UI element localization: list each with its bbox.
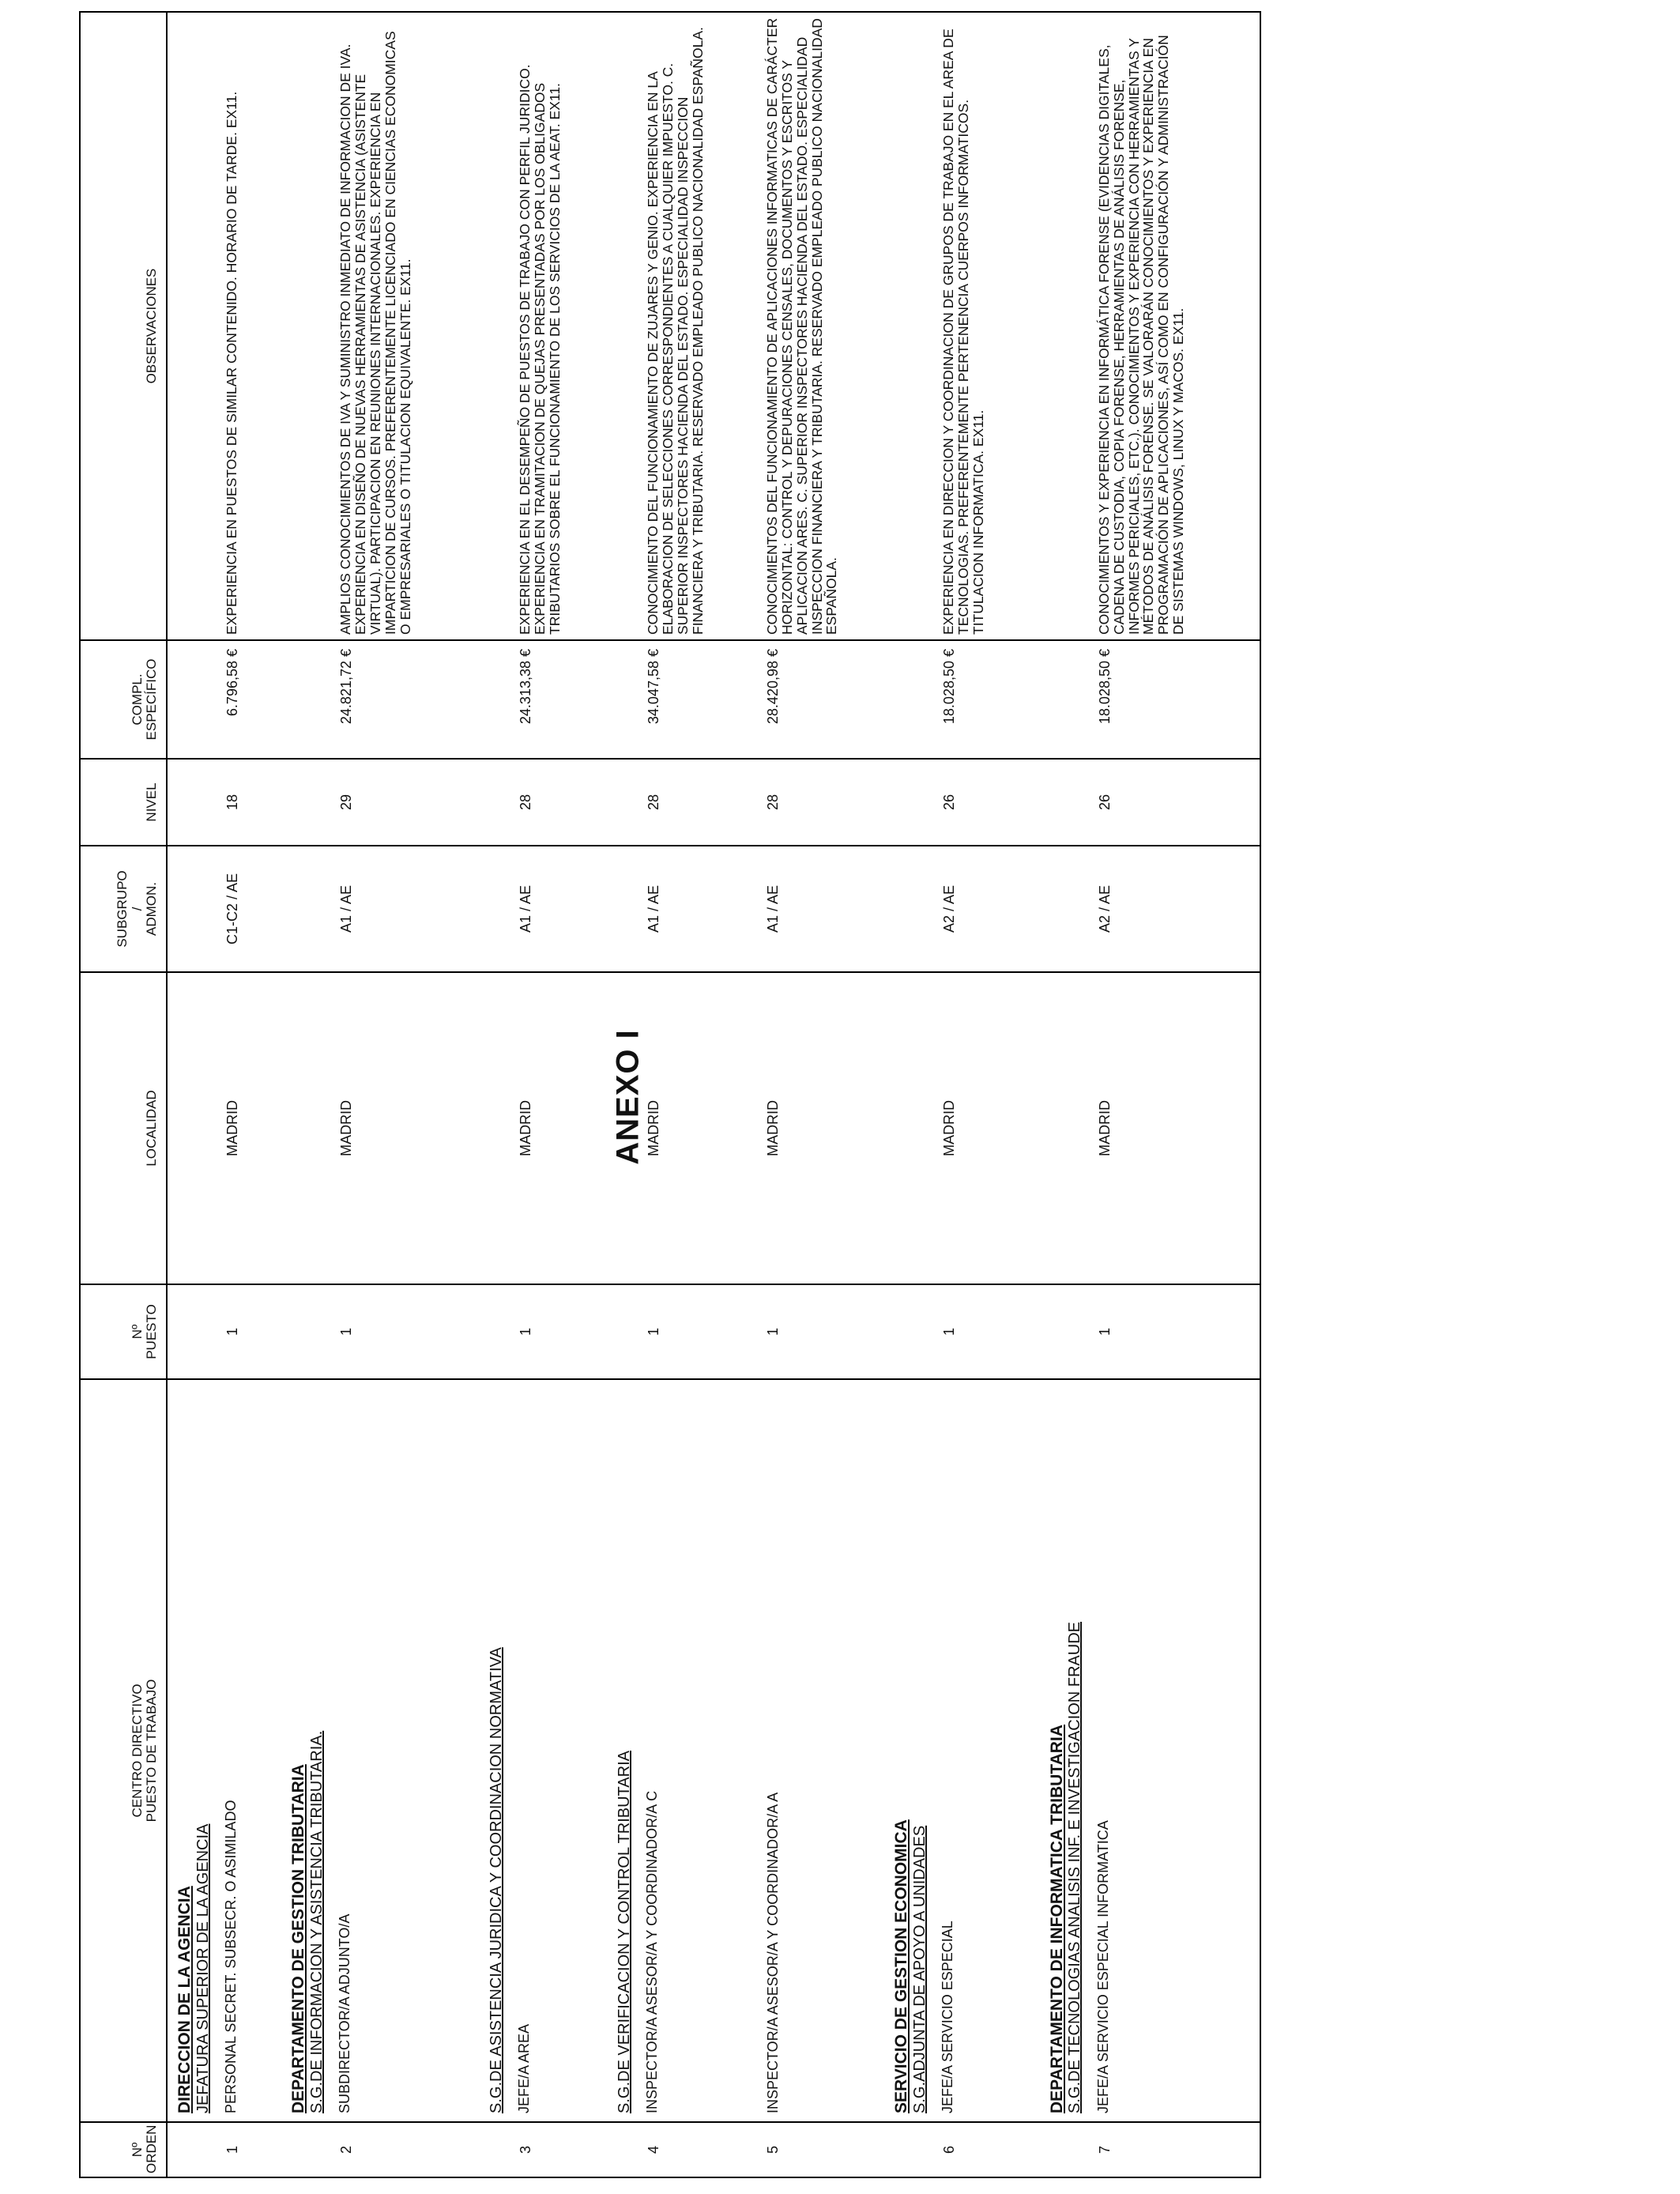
table-row — [281, 12, 480, 2177]
localidad-cell: MADRID — [1040, 972, 1260, 1284]
localidad-cell: MADRID — [281, 972, 480, 1284]
localidad-cell: MADRID — [167, 972, 281, 1284]
header-subgrupo: SUBGRUPO / ADMON. — [80, 846, 167, 972]
subgrupo-cell: A1 / AE — [757, 846, 885, 972]
subsection-heading: S.G.DE VERIFICACION Y CONTROL TRIBUTARIA — [615, 1751, 633, 2113]
section-heading: DIRECCION DE LA AGENCIA — [175, 1886, 194, 2113]
puesto-trabajo: JEFE/A SERVICIO ESPECIAL — [940, 1921, 956, 2113]
compl-especifico-cell: 18.028,50 € — [1040, 640, 1260, 759]
observaciones-cell: EXPERIENCIA EN EL DESEMPEÑO DE PUESTOS DE TRABAJO CON PERFIL JURIDICO. EXPERIENCIA EN TRAMITACION DE QUEJAS PRESENTADAS POR LOS OBLIGADOS TRIBUTARIOS SOBRE EL FUNCIONAMIENTO DE LOS SERVICIOS DE LA AEAT. EX11. — [480, 12, 608, 640]
positions-table — [79, 11, 1261, 2178]
nivel-cell: 26 — [884, 759, 1039, 846]
observaciones-cell: CONOCIMIENTO DEL FUNCIONAMIENTO DE ZUJARES Y GENIO. EXPERIENCIA EN LA ELABORACION DE SELECCIONES CORRESPONDIENTES A CUALQUIER IMPUESTO. C. SUPERIOR INSPECTORES HACIENDA DEL ESTADO. ESPECIALIDAD INSPECCION FINANCIERA Y TRIBUTARIA. RESERVADO EMPLEADO PUBLICO NACIONALIDAD ESPAÑOLA. — [608, 12, 757, 640]
table-body — [167, 12, 1260, 2177]
section-heading: DEPARTAMENTO DE GESTION TRIBUTARIA — [289, 1764, 308, 2113]
num-puesto-cell: 1 — [167, 1284, 281, 1379]
puesto-trabajo: JEFE/A AREA — [516, 2023, 533, 2113]
section-heading: SERVICIO DE GESTION ECONOMICA — [892, 1819, 911, 2113]
localidad-cell: MADRID — [884, 972, 1039, 1284]
orden-cell: 5 — [757, 2122, 885, 2177]
subgrupo-cell: A2 / AE — [1040, 846, 1260, 972]
localidad-cell: MADRID — [757, 972, 885, 1284]
compl-especifico-cell: 28.420,98 € — [757, 640, 885, 759]
header-compl-especifico: COMPL. ESPECÍFICO — [80, 640, 167, 759]
centro-directivo-cell — [1040, 1379, 1260, 2122]
observaciones-cell: EXPERIENCIA EN PUESTOS DE SIMILAR CONTENIDO. HORARIO DE TARDE. EX11. — [167, 12, 281, 640]
subgrupo-cell: C1-C2 / AE — [167, 846, 281, 972]
puesto-trabajo: SUBDIRECTOR/A ADJUNTO/A — [337, 1913, 353, 2113]
table-row — [167, 12, 281, 2177]
table-row — [757, 12, 885, 2177]
num-puesto-cell: 1 — [1040, 1284, 1260, 1379]
nivel-cell: 26 — [1040, 759, 1260, 846]
centro-directivo-cell — [757, 1379, 885, 2122]
table-row — [608, 12, 757, 2177]
compl-especifico-cell: 34.047,58 € — [608, 640, 757, 759]
num-puesto-cell: 1 — [608, 1284, 757, 1379]
centro-directivo-cell — [167, 1379, 281, 2122]
nivel-cell: 28 — [480, 759, 608, 846]
header-num-puesto: Nº PUESTO — [80, 1284, 167, 1379]
rotated-table-container — [79, 13, 1261, 2178]
nivel-cell: 28 — [608, 759, 757, 846]
compl-especifico-cell: 18.028,50 € — [884, 640, 1039, 759]
observaciones-cell: EXPERIENCIA EN DIRECCION Y COORDINACION DE GRUPOS DE TRABAJO EN EL AREA DE TECNOLOGIAS. PREFERENTEMENTE PERTENENCIA CUERPOS INFORMATICOS. TITULACION INFORMATICA. EX11. — [884, 12, 1039, 640]
puesto-trabajo: JEFE/A SERVICIO ESPECIAL INFORMATICA — [1094, 1820, 1111, 2113]
table-row — [480, 12, 608, 2177]
puesto-trabajo: INSPECTOR/A ASESOR/A Y COORDINADOR/A C — [644, 1790, 661, 2113]
compl-especifico-cell: 6.796,58 € — [167, 640, 281, 759]
subgrupo-cell: A2 / AE — [884, 846, 1039, 972]
orden-cell: 3 — [480, 2122, 608, 2177]
nivel-cell: 29 — [281, 759, 480, 846]
num-puesto-cell: 1 — [884, 1284, 1039, 1379]
orden-cell: 7 — [1040, 2122, 1260, 2177]
subsection-heading: S.G.DE INFORMACION Y ASISTENCIA TRIBUTARIA. — [307, 1730, 326, 2113]
subgrupo-cell: A1 / AE — [608, 846, 757, 972]
table-row — [884, 12, 1039, 2177]
table-row — [1040, 12, 1260, 2177]
header-localidad: LOCALIDAD — [80, 972, 167, 1284]
orden-cell: 4 — [608, 2122, 757, 2177]
page-title: ANEXO I — [610, 1029, 646, 1165]
subgrupo-cell: A1 / AE — [281, 846, 480, 972]
orden-cell: 1 — [167, 2122, 281, 2177]
localidad-cell: MADRID — [608, 972, 757, 1284]
section-heading: DEPARTAMENTO DE INFORMATICA TRIBUTARIA — [1047, 1725, 1066, 2113]
subgrupo-cell: A1 / AE — [480, 846, 608, 972]
nivel-cell: 28 — [757, 759, 885, 846]
subsection-heading: S.G.DE ASISTENCIA JURIDICA Y COORDINACION NORMATIVA — [487, 1647, 505, 2113]
centro-directivo-cell — [608, 1379, 757, 2122]
observaciones-cell: CONOCIMIENTOS DEL FUNCIONAMIENTO DE APLICACIONES INFORMATICAS DE CARÁCTER HORIZONTAL: CONTROL Y DEPURACIONES CENSALES, DOCUMENTOS Y ESCRITOS Y APLICACION ARES. C. SUPERIOR INSPECTORES HACIENDA DEL ESTADO. ESPECIALIDAD INSPECCION FINANCIERA Y TRIBUTARIA. RESERVADO EMPLEADO PUBLICO NACIONALIDAD ESPAÑOLA. — [757, 12, 885, 640]
header-centro-directivo: CENTRO DIRECTIVO PUESTO DE TRABAJO — [80, 1379, 167, 2122]
compl-especifico-cell: 24.313,38 € — [480, 640, 608, 759]
observaciones-cell: AMPLIOS CONOCIMIENTOS DE IVA Y SUMINISTRO INMEDIATO DE INFORMACION DE IVA. EXPERIENCIA EN DISEÑO DE NUEVAS HERRAMIENTAS DE ASISTENCIA (ASISTENTE VIRTUAL). PARTICIPACION EN REUNIONES INTERNACIONALES. EXPERIENCIA EN IMPARTICION DE CURSOS. PREFERENTEMENTE LICENCIADO EN CIENCIAS ECONOMICAS O EMPRESARIALES O TITULACION EQUIVALENTE. EX11. — [281, 12, 480, 640]
puesto-trabajo: INSPECTOR/A ASESOR/A Y COORDINADOR/A A — [764, 1792, 781, 2113]
centro-directivo-cell — [281, 1379, 480, 2122]
num-puesto-cell: 1 — [281, 1284, 480, 1379]
subsection-heading: S.G.ADJUNTA DE APOYO A UNIDADES — [910, 1825, 929, 2113]
centro-directivo-cell — [480, 1379, 608, 2122]
centro-directivo-cell — [884, 1379, 1039, 2122]
compl-especifico-cell: 24.821,72 € — [281, 640, 480, 759]
num-puesto-cell: 1 — [757, 1284, 885, 1379]
header-nivel: NIVEL — [80, 759, 167, 846]
puesto-trabajo: PERSONAL SECRET. SUBSECR. O ASIMILADO — [222, 1800, 239, 2113]
nivel-cell: 18 — [167, 759, 281, 846]
header-orden: Nº ORDEN — [80, 2122, 167, 2177]
subsection-heading: S.G.DE TECNOLOGIAS ANALISIS INF. E INVESTIGACION FRAUDE — [1066, 1622, 1084, 2113]
orden-cell: 2 — [281, 2122, 480, 2177]
subsection-heading: JEFATURA SUPERIOR DE LA AGENCIA — [194, 1823, 212, 2113]
header-row — [80, 12, 167, 2177]
observaciones-cell: CONOCIMIENTOS Y EXPERIENCIA EN INFORMÁTICA FORENSE (EVIDENCIAS DIGITALES, CADENA DE CUSTODIA, COPIA FORENSE, HERRAMIENTAS DE ANÁLISIS FORENSE, INFORMES PERICIALES, ETC.). CONOCIMIENTOS Y EXPERIENCIA CON HERRAMIENTAS Y MÉTODOS DE ANÁLISIS FORENSE. SE VALORARÁN CONOCIMIENTOS Y EXPERIENCIA EN PROGRAMACIÓN DE APLICACIONES, ASÍ COMO EN CONFIGURACIÓN Y ADMINISTRACIÓN DE SISTEMAS WINDOWS, LINUX Y MACOS. EX11. — [1040, 12, 1260, 640]
num-puesto-cell: 1 — [480, 1284, 608, 1379]
header-observaciones: OBSERVACIONES — [80, 12, 167, 640]
orden-cell: 6 — [884, 2122, 1039, 2177]
localidad-cell: MADRID — [480, 972, 608, 1284]
